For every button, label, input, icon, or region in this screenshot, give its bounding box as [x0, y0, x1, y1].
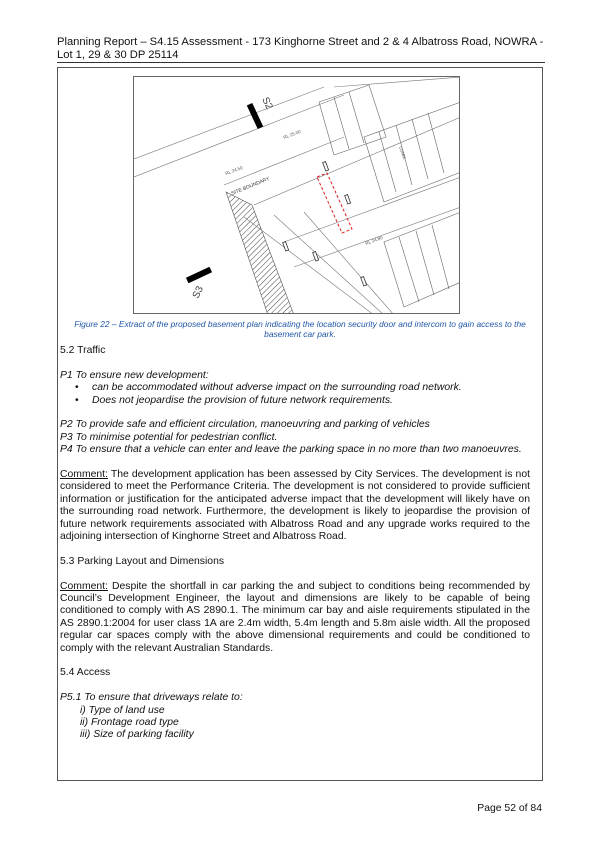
- access-heading: 5.4 Access: [60, 667, 111, 679]
- basement-plan-figure: [133, 76, 460, 314]
- comment-label: Comment:: [60, 580, 108, 592]
- page-header: Planning Report – S4.15 Assessment - 173 Kinghorne Street and 2 & 4 Albatross Road, NOWRA - Lot 1, 29 & 30 DP 25114: [57, 36, 544, 61]
- rl-label-a: RL 24.50: [224, 165, 244, 176]
- traffic-comment: [60, 469, 530, 543]
- list-item: iii) Size of parking facility: [80, 729, 194, 741]
- list-item: i) Type of land use: [80, 704, 165, 716]
- traffic-p4: P4 To ensure that a vehicle can enter and leave the parking space in no more than two manoeuvres.: [60, 444, 522, 456]
- traffic-p1-list: [60, 382, 530, 407]
- page-number: Page 52 of 84: [477, 803, 542, 814]
- rl-label-b: RL 25.00: [282, 129, 302, 140]
- access-p51: P5.1 To ensure that driveways relate to:: [60, 692, 243, 704]
- section-label-s2: S2: [259, 95, 275, 112]
- list-item: • can be accommodated without adverse impact on the surrounding road network.: [92, 382, 530, 394]
- comment-label: Comment:: [60, 469, 108, 481]
- traffic-p2: P2 To provide safe and efficient circulation, manoeuvring and parking of vehicles: [60, 419, 430, 431]
- traffic-heading: 5.2 Traffic: [60, 345, 106, 356]
- figure-caption: Figure 22 – Extract of the proposed basement plan indicating the location security door and intercom to gain access to the basement car park.: [74, 319, 526, 340]
- section-label-s3: S3: [190, 284, 206, 301]
- list-item: • Does not jeopardise the provision of future network requirements.: [92, 395, 530, 407]
- comment-text: Despite the shortfall in car parking the and subject to conditions being recommended by Council’s Development Engineer, the layout and dimensions are likely to be capable of being conditioned to comply with AS 2890.1. The minimum car bay and aisle requirements stipulated in the AS 2890.1:2004 for user class 1A are 2.4m width, 5.4m length and 5.8m aisle width. All the proposed regular car spaces comply with the above dimensional requirements and could be conditioned to comply with the relevant Australian Standards.: [60, 580, 530, 654]
- list-item: ii) Frontage road type: [80, 717, 179, 729]
- header-rule: [57, 62, 545, 63]
- bay-label: COMM.: [398, 145, 408, 161]
- traffic-p1: P1 To ensure new development:: [60, 369, 209, 381]
- traffic-p3: P3 To minimise potential for pedestrian conflict.: [60, 431, 278, 443]
- report-body: [60, 345, 530, 742]
- rl-label-c: RL 24.80: [364, 235, 384, 246]
- basement-plan-drawing: [134, 77, 460, 314]
- parking-heading: 5.3 Parking Layout and Dimensions: [60, 555, 225, 567]
- parking-comment: [60, 581, 530, 655]
- comment-text: The development application has been assessed by City Services. The development is not considered to meet the Performance Criteria. The development is not considered to provide sufficient information or justification for the anticipated adverse impact that the development will likely have on the surrounding road network. Furthermore, the development is likely to jeopardise the provision of future network requirements associated with Albatross Road and any upgrade works required to the adjoining intersection of Kinghorne Street and Albatross Road.: [60, 469, 530, 543]
- site-boundary-label: SITE BOUNDARY: [230, 176, 271, 197]
